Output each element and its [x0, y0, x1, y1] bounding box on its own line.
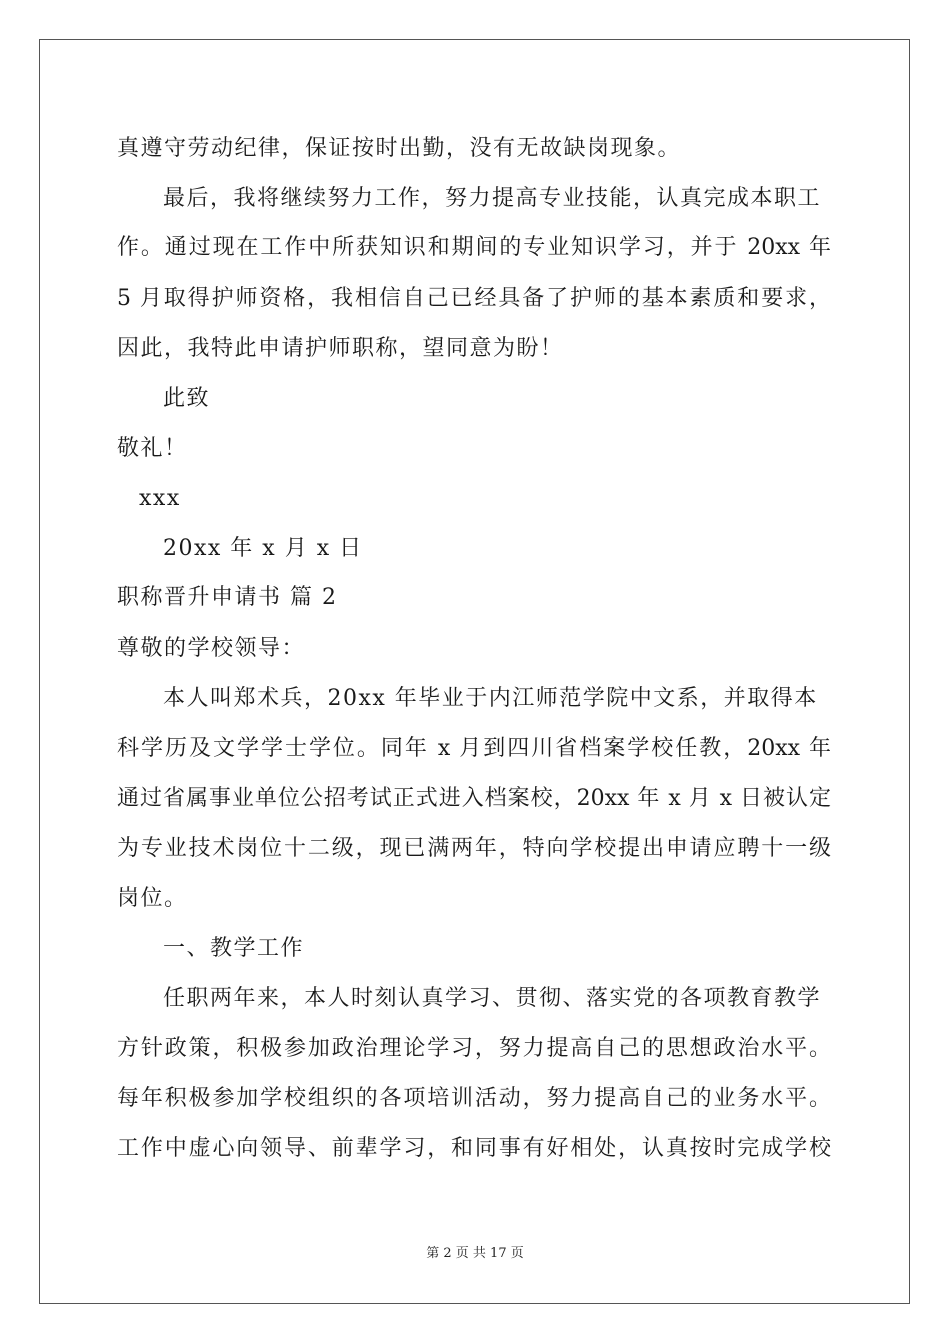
section-heading: 一、教学工作 — [163, 936, 305, 961]
letter-greeting: 尊敬的学校领导： — [117, 636, 306, 661]
paragraph-line: 作。通过现在工作中所获知识和期间的专业知识学习，并于 20xx 年 — [117, 235, 831, 260]
paragraph-line: 为专业技术岗位十二级，现已满两年，特向学校提出申请应聘十一级 — [117, 836, 831, 861]
paragraph-line: 每年积极参加学校组织的各项培训活动，努力提高自己的业务水平。 — [117, 1086, 831, 1111]
closing-salutation: 此致 — [163, 386, 211, 411]
paragraph-line: 因此，我特此申请护师职称，望同意为盼！ — [117, 336, 564, 361]
paragraph-line: 工作中虚心向领导、前辈学习，和同事有好相处，认真按时完成学校 — [117, 1136, 831, 1161]
paragraph-line: 方针政策，积极参加政治理论学习，努力提高自己的思想政治水平。 — [117, 1036, 831, 1061]
paragraph-line: 科学历及文学学士学位。同年 x 月到四川省档案学校任教，20xx 年 — [117, 736, 831, 761]
paragraph-line: 最后，我将继续努力工作，努力提高专业技能，认真完成本职工 — [163, 186, 822, 211]
signature-date: 20xx 年 x 月 x 日 — [163, 536, 363, 561]
signature-name: xxx — [139, 486, 181, 511]
paragraph-line: 本人叫郑术兵，20xx 年毕业于内江师范学院中文系，并取得本 — [163, 686, 818, 711]
page-number-footer: 第 2 页 共 17 页 — [426, 1246, 524, 1261]
paragraph-line: 通过省属事业单位公招考试正式进入档案校，20xx 年 x 月 x 日被认定 — [117, 786, 831, 811]
paragraph-line: 真遵守劳动纪律，保证按时出勤，没有无故缺岗现象。 — [117, 136, 682, 161]
section-title: 职称晋升申请书 篇 2 — [117, 585, 338, 610]
paragraph-line: 岗位。 — [117, 886, 188, 911]
paragraph-line: 任职两年来，本人时刻认真学习、贯彻、落实党的各项教育教学 — [163, 986, 822, 1011]
page-border — [39, 39, 910, 1304]
paragraph-line: 5 月取得护师资格，我相信自己已经具备了护师的基本素质和要求， — [117, 286, 831, 311]
closing-regards: 敬礼！ — [117, 436, 188, 461]
